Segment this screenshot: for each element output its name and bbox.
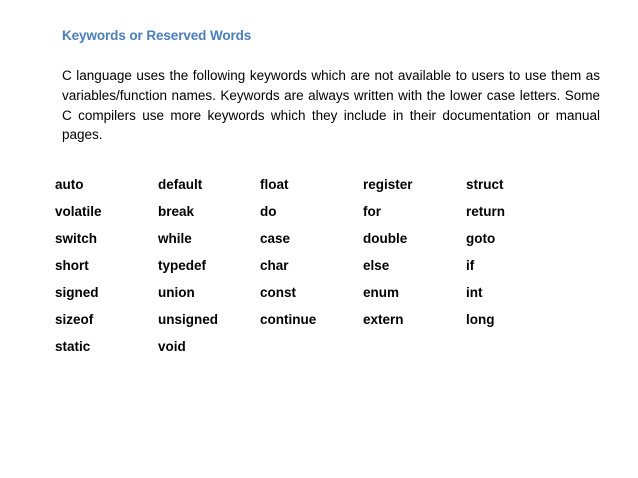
table-row — [55, 306, 546, 333]
keyword-cell: unsigned — [158, 312, 218, 327]
keywords-table — [55, 171, 546, 360]
table-row — [55, 225, 546, 252]
keyword-cell: return — [466, 204, 506, 219]
keyword-cell: while — [158, 231, 192, 246]
keyword-cell: char — [260, 258, 289, 273]
keyword-cell: if — [466, 258, 475, 273]
keyword-cell: long — [466, 312, 495, 327]
keyword-cell: extern — [363, 312, 404, 327]
table-row — [55, 279, 546, 306]
keyword-cell: for — [363, 204, 381, 219]
keyword-cell: break — [158, 204, 195, 219]
table-row — [55, 252, 546, 279]
keyword-cell: struct — [466, 177, 504, 192]
table-row — [55, 333, 546, 360]
keyword-cell: static — [55, 339, 91, 354]
keyword-cell: signed — [55, 285, 99, 300]
keyword-cell: sizeof — [55, 312, 94, 327]
keyword-cell — [466, 333, 546, 360]
keyword-cell: else — [363, 258, 390, 273]
keyword-cell: register — [363, 177, 413, 192]
keyword-cell: typedef — [158, 258, 207, 273]
keyword-cell: switch — [55, 231, 98, 246]
keyword-cell: union — [158, 285, 195, 300]
keyword-cell: float — [260, 177, 289, 192]
keyword-cell: const — [260, 285, 297, 300]
keyword-cell — [363, 333, 466, 360]
keyword-cell: case — [260, 231, 291, 246]
intro-paragraph: C language uses the following keywords which are not available to users to use them as variables/function names. Keywords are always written with the lower case letters. Some C compilers use more keywords which they include in their documentation or manual pages. — [62, 68, 600, 143]
keyword-cell: goto — [466, 231, 496, 246]
keyword-cell: double — [363, 231, 408, 246]
keyword-cell: int — [466, 285, 483, 300]
section-heading: Keywords or Reserved Words — [62, 28, 252, 43]
keyword-cell: volatile — [55, 204, 102, 219]
keyword-cell — [260, 333, 363, 360]
keyword-cell: do — [260, 204, 277, 219]
keyword-cell: void — [158, 339, 186, 354]
keyword-cell: continue — [260, 312, 317, 327]
keyword-cell: default — [158, 177, 203, 192]
table-row — [55, 171, 546, 198]
table-row — [55, 198, 546, 225]
keyword-cell: short — [55, 258, 89, 273]
keyword-cell: enum — [363, 285, 400, 300]
keyword-cell: auto — [55, 177, 84, 192]
